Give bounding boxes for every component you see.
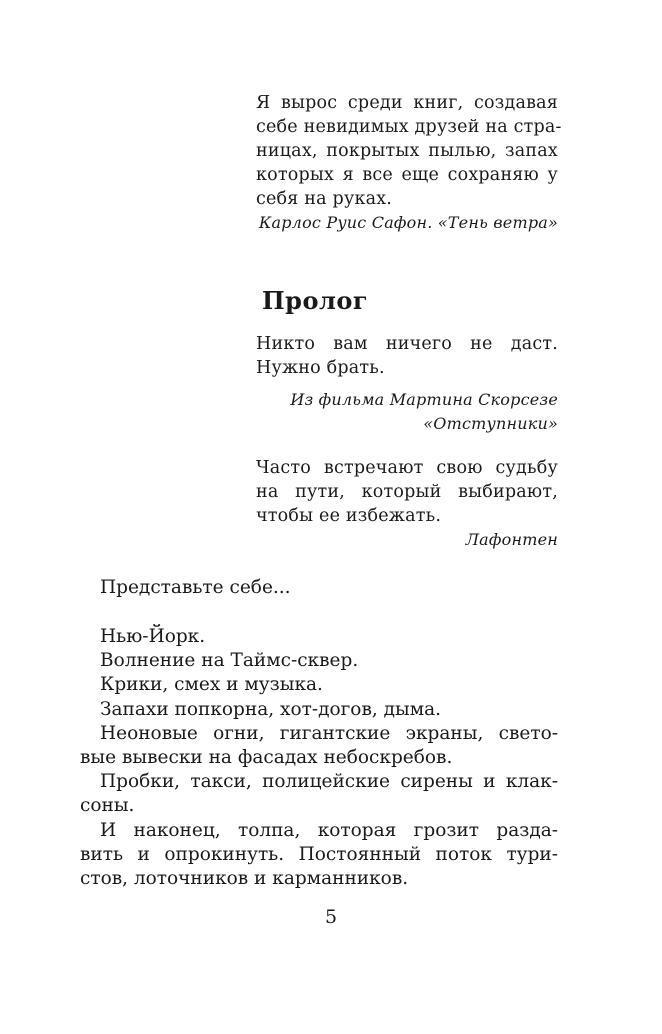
- epigraph-2-attribution: Из фильма Мартина Скорсезе: [290, 390, 558, 409]
- body-text: [80, 625, 558, 891]
- body-intro: [100, 576, 558, 600]
- epigraph-2-line: Никто вам ничего не даст.: [256, 334, 558, 354]
- epigraph-1-line: себе невидимых друзей на стра-: [256, 117, 562, 137]
- body-line: Неоновые огни, гигантские экраны, свето-: [100, 722, 558, 744]
- body-line: И наконец, толпа, которая грозит разда-: [100, 819, 558, 841]
- epigraph-1-line: Я вырос среди книг, создавая: [256, 93, 558, 113]
- epigraph-1-line: себя на руках.: [256, 189, 393, 209]
- epigraph-1-line: ницах, покрытых пылью, запах: [256, 141, 558, 161]
- epigraph-3: [256, 456, 558, 552]
- epigraph-1: [256, 91, 562, 235]
- body-line: стов, лоточников и карманников.: [80, 868, 409, 890]
- body-line: Пробки, такси, полицейские сирены и клак-: [100, 771, 558, 793]
- body-line: Волнение на Таймс-сквер.: [100, 650, 359, 672]
- body-line: Нью-Йорк.: [100, 626, 206, 647]
- page-number: 5: [324, 906, 338, 928]
- body-intro-line: Представьте себе...: [100, 577, 291, 598]
- epigraph-1-line: которых я все еще сохраняю у: [256, 165, 558, 185]
- epigraph-3-line: Часто встречают свою судьбу: [256, 458, 558, 478]
- epigraph-3-attribution: Лафонтен: [465, 530, 558, 549]
- body-line: Запахи попкорна, хот-догов, дыма.: [100, 698, 442, 720]
- body-line: соны.: [80, 795, 135, 817]
- epigraph-2-attribution: «Отступники»: [423, 414, 558, 433]
- body-line: вить и опрокинуть. Постоянный поток тури-: [80, 843, 558, 865]
- body-line: вые вывески на фасадах небоскребов.: [80, 747, 453, 769]
- epigraph-3-line: на пути, который выбирают,: [256, 482, 558, 502]
- chapter-title: Пролог: [262, 286, 369, 315]
- body-line: Крики, смех и музыка.: [100, 674, 323, 696]
- epigraph-1-attribution: Карлос Руис Сафон. «Тень ветра»: [258, 213, 558, 232]
- epigraph-3-line: чтобы ее избежать.: [256, 506, 442, 526]
- epigraph-2-line: Нужно брать.: [256, 358, 385, 378]
- epigraph-2: [256, 332, 558, 436]
